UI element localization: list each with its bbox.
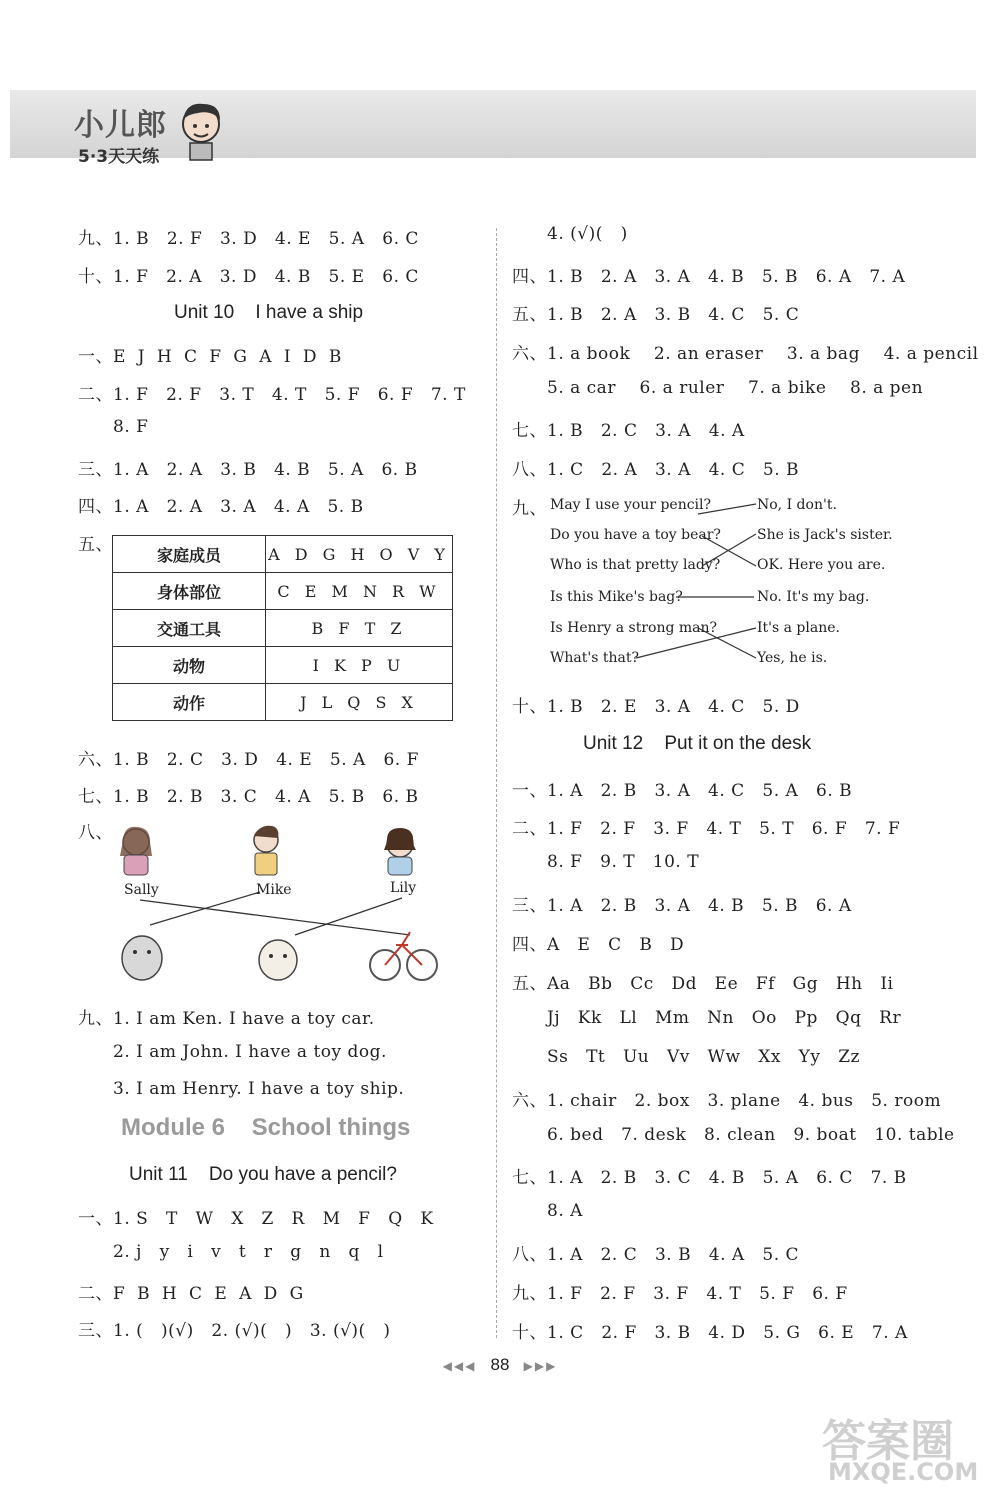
match-question: What's that?: [550, 650, 639, 666]
name-label: Sally: [124, 882, 159, 898]
section-label: 九、: [512, 499, 547, 519]
answer-line: 8. A: [547, 1201, 583, 1221]
answer-line: 十、1. C 2. F 3. B 4. D 5. G 6. E 7. A: [512, 1323, 908, 1343]
bicycle-icon: [370, 932, 437, 980]
match-question: Who is that pretty lady?: [550, 557, 721, 573]
table-cell: I K P U: [266, 647, 453, 684]
answer-line: 八、1. C 2. A 3. A 4. C 5. B: [512, 460, 800, 480]
answer-line: 七、1. B 2. C 3. A 4. A: [512, 421, 745, 441]
answer-line: 七、1. B 2. B 3. C 4. A 5. B 6. B: [78, 787, 419, 807]
table-row: [113, 573, 453, 610]
answer-line: 一、E J H C F G A I D B: [78, 347, 342, 367]
answer-line: 六、1. a book 2. an eraser 3. a bag 4. a pencil: [512, 344, 979, 364]
answer-line: 一、1. A 2. B 3. A 4. C 5. A 6. B: [512, 781, 853, 801]
module-heading: Module 6 School things: [121, 1114, 411, 1141]
answer-line: 十、1. F 2. A 3. D 4. B 5. E 6. C: [78, 267, 419, 287]
match-question: Do you have a toy bear?: [550, 527, 721, 543]
logo-subtitle: 5·3天天练: [78, 147, 160, 167]
match-question: May I use your pencil?: [550, 497, 712, 513]
dog-icon: [259, 940, 297, 980]
answer-line: 六、1. B 2. C 3. D 4. E 5. A 6. F: [78, 750, 419, 770]
answer-line: 一、1. S T W X Z R M F Q K: [78, 1209, 434, 1229]
answer-line: 五、Aa Bb Cc Dd Ee Ff Gg Hh Ii: [512, 974, 894, 994]
match-question: Is Henry a strong man?: [550, 620, 718, 636]
next-arrows-icon: ▶▶▶: [523, 1359, 558, 1373]
table-cell: A D G H O V Y: [266, 536, 453, 573]
table-cell: 动物: [113, 647, 266, 684]
answer-line: 九、1. I am Ken. I have a toy car.: [78, 1009, 375, 1029]
name-label: Mike: [256, 882, 292, 898]
match-answer: OK. Here you are.: [757, 557, 886, 573]
matching-lines: [630, 490, 770, 680]
table-cell: J L Q S X: [266, 684, 453, 721]
answer-line: 8. F: [113, 417, 149, 437]
prev-arrows-icon: ◀◀◀: [442, 1359, 477, 1373]
answer-line: 四、1. B 2. A 3. A 4. B 5. B 6. A 7. A: [512, 267, 906, 287]
table-cell: 动作: [113, 684, 266, 721]
answer-line: Jj Kk Ll Mm Nn Oo Pp Qq Rr: [547, 1008, 902, 1028]
name-label: Lily: [390, 880, 417, 896]
answer-line: 二、1. F 2. F 3. F 4. T 5. T 6. F 7. F: [512, 819, 901, 839]
unit-heading: Unit 10 I have a ship: [174, 302, 364, 323]
mascot-icon: [176, 100, 226, 162]
match-answer: No. It's my bag.: [757, 589, 870, 605]
logo-title: 小儿郎: [74, 108, 167, 143]
match-question: Is this Mike's bag?: [550, 589, 683, 605]
answer-line: 三、1. A 2. A 3. B 4. B 5. A 6. B: [78, 460, 418, 480]
answer-line: 十、1. B 2. E 3. A 4. C 5. D: [512, 697, 800, 717]
answer-line: 九、1. F 2. F 3. F 4. T 5. F 6. F: [512, 1284, 848, 1304]
answer-line: 五、: [78, 535, 113, 555]
answer-line: 七、1. A 2. B 3. C 4. B 5. A 6. C 7. B: [512, 1168, 907, 1188]
answer-line: 八、: [78, 823, 113, 843]
match-answer: Yes, he is.: [757, 650, 828, 666]
match-answer: No, I don't.: [757, 497, 837, 513]
answer-line: 二、1. F 2. F 3. T 4. T 5. F 6. F 7. T: [78, 385, 466, 405]
match-answer: It's a plane.: [757, 620, 840, 636]
answer-line: 2. j y i v t r g n q l: [113, 1242, 384, 1262]
answer-line: 八、1. A 2. C 3. B 4. A 5. C: [512, 1245, 800, 1265]
page-number: 88: [490, 1355, 510, 1374]
boy-mike-icon: [254, 826, 278, 875]
girl-sally-icon: [120, 827, 152, 875]
answer-line: 四、1. A 2. A 3. A 4. A 5. B: [78, 497, 364, 517]
answer-line: Ss Tt Uu Vv Ww Xx Yy Zz: [547, 1047, 860, 1067]
table-row: [113, 610, 453, 647]
answer-line: 8. F 9. T 10. T: [547, 852, 700, 872]
answer-line: 4. (√)( ): [547, 224, 628, 244]
unit-heading: Unit 12 Put it on the desk: [583, 733, 812, 754]
answer-line: 四、A E C B D: [512, 935, 685, 955]
girl-lily-icon: [384, 828, 416, 875]
table-cell: C E M N R W: [266, 573, 453, 610]
match-answer: She is Jack's sister.: [757, 527, 893, 543]
answer-line: 5. a car 6. a ruler 7. a bike 8. a pen: [547, 378, 924, 398]
table-cell: 身体部位: [113, 573, 266, 610]
answer-line: 二、F B H C E A D G: [78, 1284, 304, 1304]
answer-line: 五、1. B 2. A 3. B 4. C 5. C: [512, 305, 800, 325]
table-cell: 家庭成员: [113, 536, 266, 573]
table-row: [113, 536, 453, 573]
answer-line: 3. I am Henry. I have a toy ship.: [113, 1079, 405, 1099]
answer-line: 九、1. B 2. F 3. D 4. E 5. A 6. C: [78, 229, 419, 249]
table-cell: B F T Z: [266, 610, 453, 647]
classification-table: [112, 535, 453, 721]
page-footer: [0, 1355, 1000, 1375]
answer-line: 六、1. chair 2. box 3. plane 4. bus 5. room: [512, 1091, 942, 1111]
watermark-logo: 答案圈: [822, 1416, 954, 1467]
matching-figure: [110, 820, 440, 990]
table-row: [113, 684, 453, 721]
table-row: [113, 647, 453, 684]
cat-icon: [122, 936, 162, 980]
table-cell: 交通工具: [113, 610, 266, 647]
column-divider: [496, 228, 497, 1338]
answer-line: 2. I am John. I have a toy dog.: [113, 1042, 387, 1062]
watermark-url: MXQE.COM: [828, 1458, 979, 1486]
answer-line: 三、1. A 2. B 3. A 4. B 5. B 6. A: [512, 896, 852, 916]
answer-line: 6. bed 7. desk 8. clean 9. boat 10. table: [547, 1125, 955, 1145]
unit-heading: Unit 11 Do you have a pencil?: [129, 1164, 397, 1185]
answer-line: 三、1. ( )(√) 2. (√)( ) 3. (√)( ): [78, 1321, 391, 1341]
